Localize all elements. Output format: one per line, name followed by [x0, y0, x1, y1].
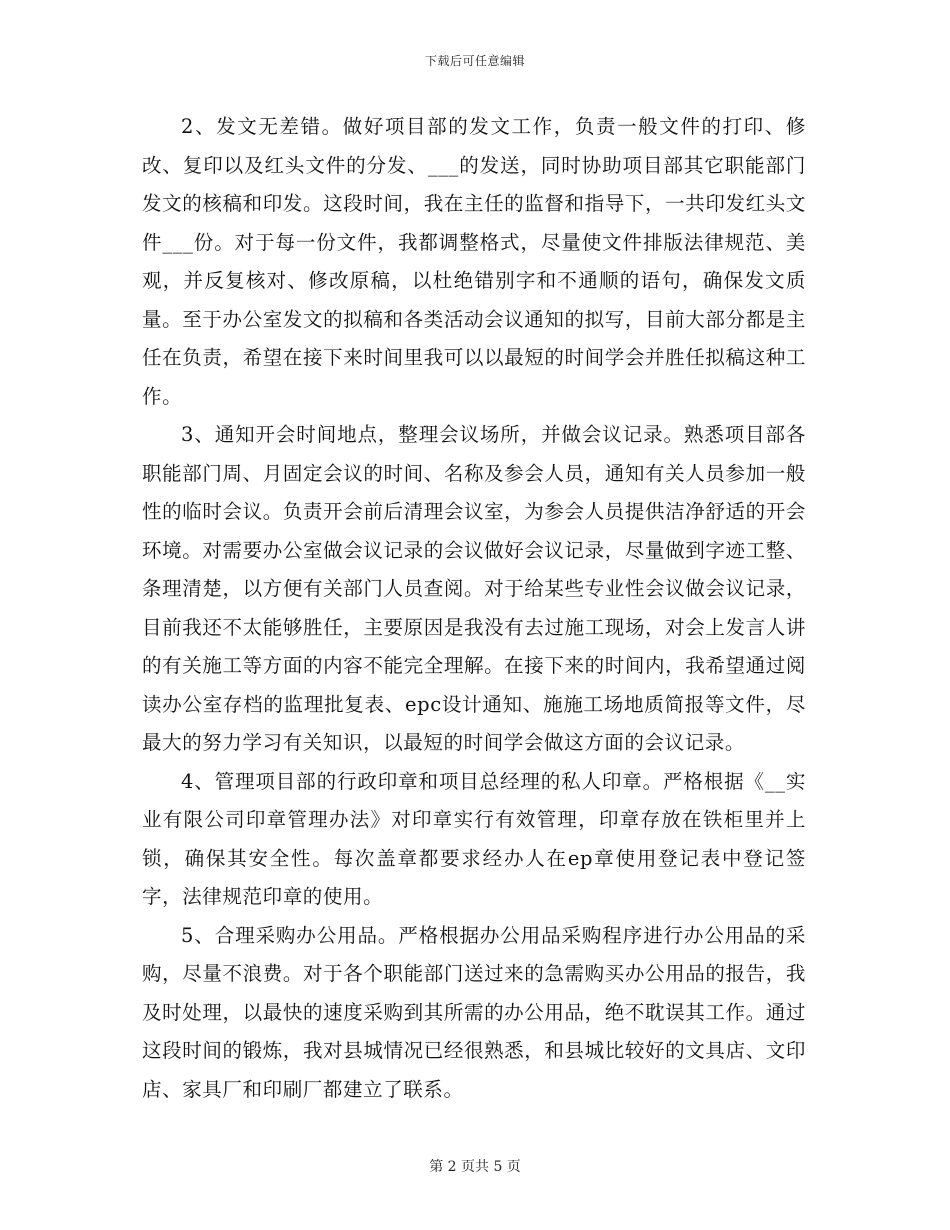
paragraph-item-3: 3、通知开会时间地点，整理会议场所，并做会议记录。熟悉项目部各职能部门周、月固定会议的时间、名称及参会人员，通知有关人员参加一般性的临时会议。负责开会前后清理会议室，为参会人员提供洁净舒适的开会环境。对需要办公室做会议记录的会议做好会议记录，尽量做到字迹工整、条理清楚，以方便有关部门人员查阅。对于给某些专业性会议做会议记录，目前我还不太能够胜任，主要原因是我没有去过施工现场，对会上发言人讲的有关施工等方面的内容不能完全理解。在接下来的时间内，我希望通过阅读办公室存档的监理批复表、epc设计通知、施施工场地质简报等文件，尽最大的努力学习有关知识，以最短的时间学会做这方面的会议记录。: [142, 423, 806, 754]
document-body: [142, 108, 806, 1109]
paragraph-item-2: 2、发文无差错。做好项目部的发文工作，负责一般文件的打印、修改、复印以及红头文件的分发、___的发送，同时协助项目部其它职能部门发文的核稿和印发。这段时间，我在主任的监督和指导下，一共印发红头文件___份。对于每一份文件，我都调整格式，尽量使文件排版法律规范、美观，并反复核对、修改原稿，以杜绝错别字和不通顺的语句，确保发文质量。至于办公室发文的拟稿和各类活动会议通知的拟写，目前大部分都是主任在负责，希望在接下来时间里我可以以最短的时间学会并胜任拟稿这种工作。: [142, 115, 806, 408]
paragraph-item-5: 5、合理采购办公用品。严格根据办公用品采购程序进行办公用品的采购，尽量不浪费。对于各个职能部门送过来的急需购买办公用品的报告，我及时处理，以最快的速度采购到其所需的办公用品，绝不耽误其工作。通过这段时间的锻炼，我对县城情况已经很熟悉，和县城比较好的文具店、文印店、家具厂和印刷厂都建立了联系。: [142, 923, 806, 1101]
paragraph-item-4: 4、管理项目部的行政印章和项目总经理的私人印章。严格根据《__实业有限公司印章管理办法》对印章实行有效管理，印章存放在铁柜里并上锁，确保其安全性。每次盖章都要求经办人在ep章使用登记表中登记签字，法律规范印章的使用。: [142, 769, 806, 908]
page-header: 下载后可任意编辑: [424, 54, 525, 68]
page-number: 第 2 页共 5 页: [429, 1159, 521, 1175]
